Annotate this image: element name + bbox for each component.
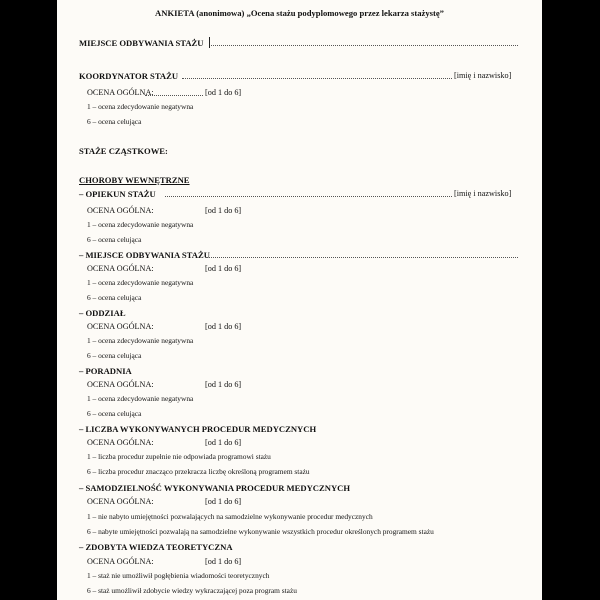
coordinator-input-line[interactable]	[182, 78, 452, 79]
internal-medicine-heading: CHOROBY WEWNĘTRZNE	[79, 175, 190, 185]
rating-label: OCENA OGÓLNA:	[87, 206, 154, 215]
overall-rating-low: 1 – ocena zdecydowanie negatywna	[87, 102, 194, 111]
partial-internships-heading: STAŻE CZĄSTKOWE:	[79, 146, 168, 156]
rating-range: [od 1 do 6]	[205, 380, 242, 389]
rating-range: [od 1 do 6]	[205, 438, 242, 447]
overall-rating-label: OCENA OGÓLNA:	[87, 88, 154, 97]
text-cursor	[209, 37, 210, 48]
rating-label: OCENA OGÓLNA:	[87, 497, 154, 506]
supervisor-hint: [imię i nazwisko]	[454, 189, 512, 198]
rating-high: 6 – staż umożliwił zdobycie wiedzy wykraczającej poza program stażu	[87, 586, 297, 595]
rating-high: 6 – ocena celująca	[87, 409, 142, 418]
rating-label: OCENA OGÓLNA:	[87, 322, 154, 331]
rating-label: OCENA OGÓLNA:	[87, 380, 154, 389]
section-heading: – LICZBA WYKONYWANYCH PROCEDUR MEDYCZNYCH	[79, 424, 317, 434]
coordinator-heading: KOORDYNATOR STAŻU	[79, 71, 179, 81]
place-section-input-line[interactable]	[207, 257, 518, 258]
rating-low: 1 – ocena zdecydowanie negatywna	[87, 394, 194, 403]
supervisor-input-line[interactable]	[165, 196, 452, 197]
overall-rating-high: 6 – ocena celująca	[87, 117, 142, 126]
overall-rating-input-line[interactable]	[145, 95, 203, 96]
rating-range: [od 1 do 6]	[205, 206, 242, 215]
rating-label: OCENA OGÓLNA:	[87, 557, 154, 566]
rating-low: 1 – liczba procedur zupełnie nie odpowiada programowi stażu	[87, 452, 271, 461]
section-heading: – OPIEKUN STAŻU	[79, 189, 156, 199]
rating-high: 6 – ocena celująca	[87, 235, 142, 244]
survey-page	[57, 0, 542, 600]
survey-title: ANKIETA (anonimowa) „Ocena stażu podyplomowego przez lekarza stażystę”	[155, 8, 444, 18]
section-heading: – ZDOBYTA WIEDZA TEORETYCZNA	[79, 542, 233, 552]
section-heading: – PORADNIA	[79, 366, 132, 376]
section-heading: – ODDZIAŁ	[79, 308, 126, 318]
rating-label: OCENA OGÓLNA:	[87, 438, 154, 447]
place-heading: MIEJSCE ODBYWANIA STAŻU	[79, 38, 204, 48]
rating-label: OCENA OGÓLNA:	[87, 264, 154, 273]
rating-high: 6 – liczba procedur znacząco przekracza liczbę określoną programem stażu	[87, 467, 310, 476]
rating-low: 1 – ocena zdecydowanie negatywna	[87, 336, 194, 345]
rating-low: 1 – staż nie umożliwił pogłębienia wiadomości teoretycznych	[87, 571, 270, 580]
place-input-line[interactable]	[211, 45, 518, 46]
rating-low: 1 – ocena zdecydowanie negatywna	[87, 278, 194, 287]
section-heading: – MIEJSCE ODBYWANIA STAŻU	[79, 250, 210, 260]
rating-range: [od 1 do 6]	[205, 322, 242, 331]
rating-range: [od 1 do 6]	[205, 557, 242, 566]
rating-high: 6 – nabyte umiejętności pozwalają na samodzielne wykonywanie wszystkich procedur określonych programem stażu	[87, 527, 434, 536]
overall-rating-range: [od 1 do 6]	[205, 88, 242, 97]
coordinator-hint: [imię i nazwisko]	[454, 71, 512, 80]
section-heading: – SAMODZIELNOŚĆ WYKONYWANIA PROCEDUR MEDYCZNYCH	[79, 483, 351, 493]
rating-range: [od 1 do 6]	[205, 264, 242, 273]
rating-low: 1 – nie nabyto umiejętności pozwalających na samodzielne wykonywanie procedur medycznych	[87, 512, 373, 521]
rating-range: [od 1 do 6]	[205, 497, 242, 506]
rating-high: 6 – ocena celująca	[87, 351, 142, 360]
rating-high: 6 – ocena celująca	[87, 293, 142, 302]
rating-low: 1 – ocena zdecydowanie negatywna	[87, 220, 194, 229]
